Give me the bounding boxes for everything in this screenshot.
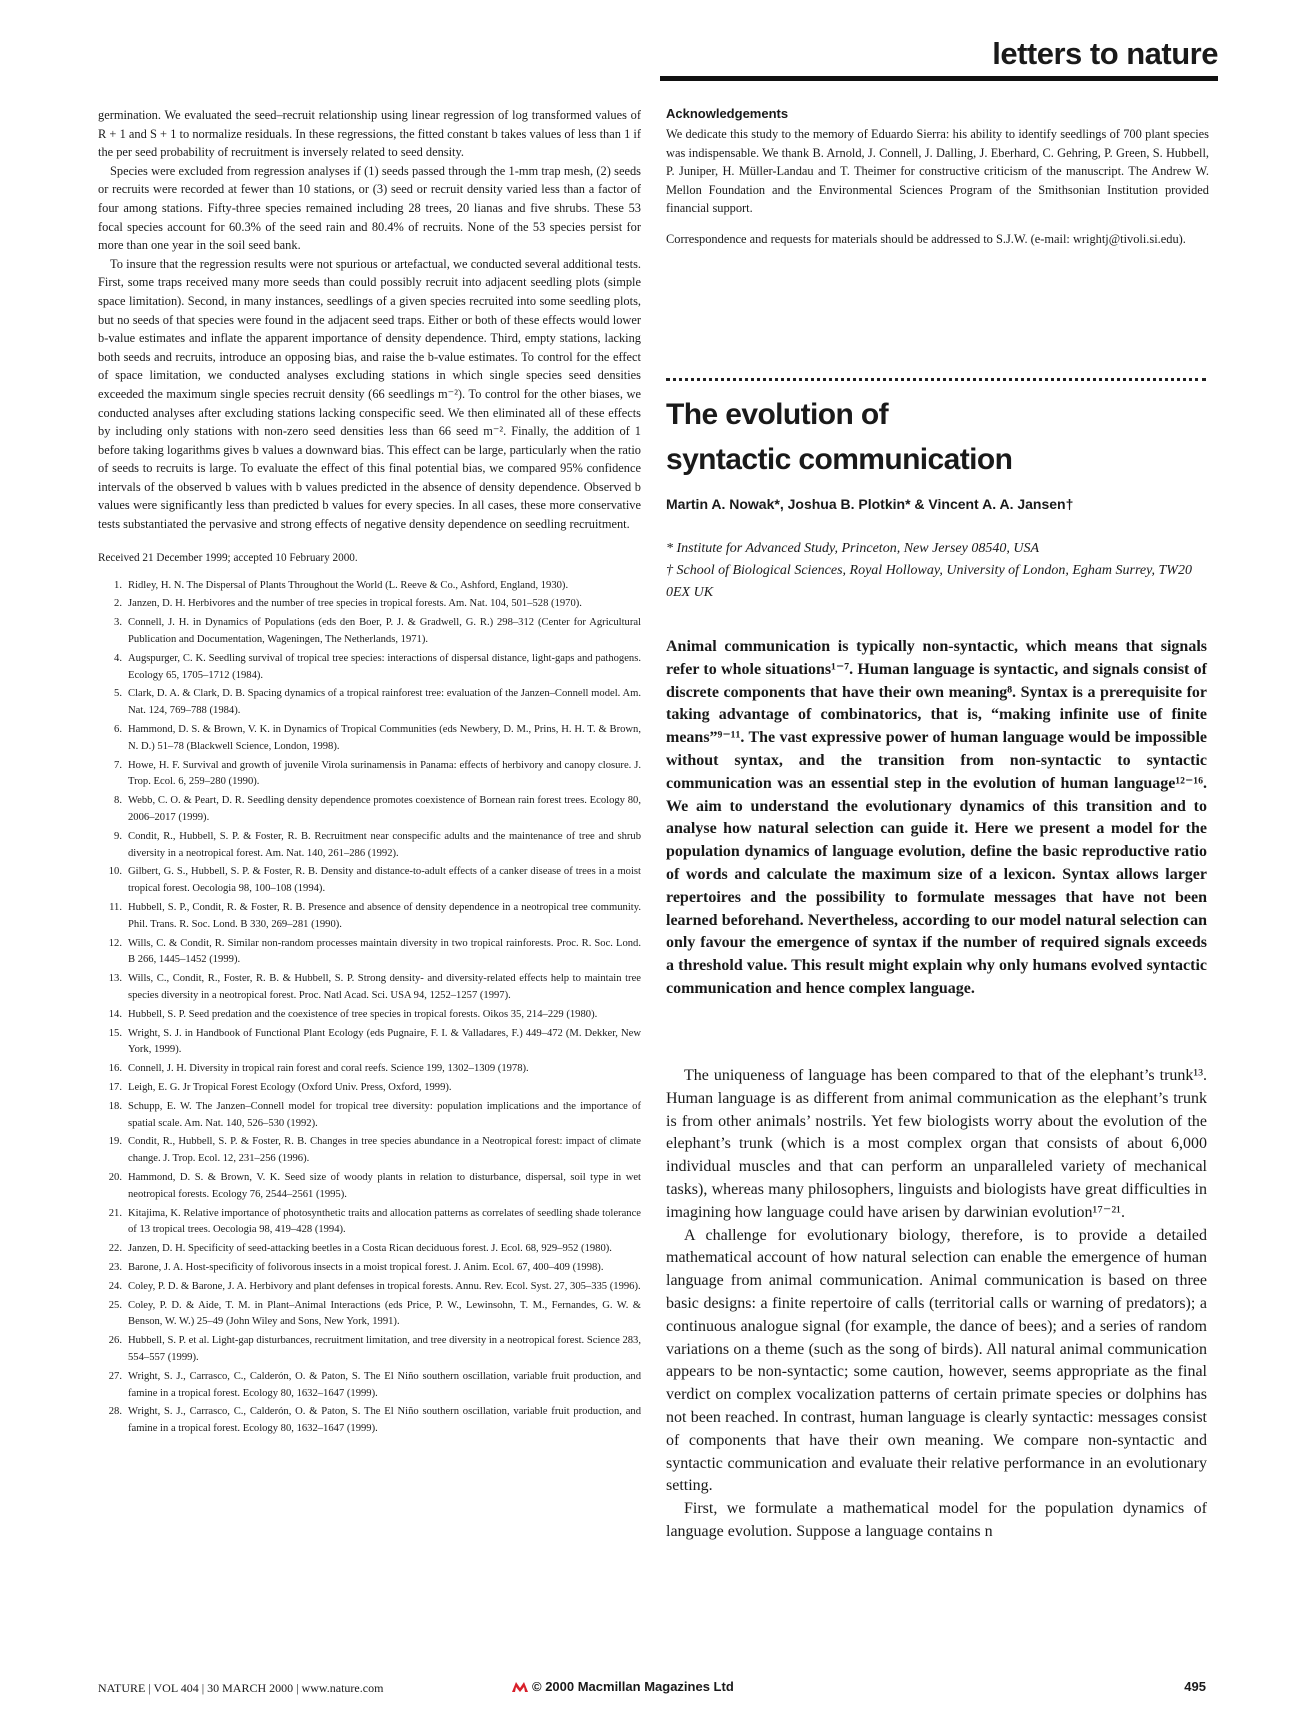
reference-number: 28. <box>108 1406 122 1418</box>
reference-number: 18. <box>108 1100 122 1112</box>
reference-text: Schupp, E. W. The Janzen–Connell model for tropical tree diversity: population implications and the importance of spatial scale. Am. Nat. 140, 526–530 (1992). <box>128 1100 641 1129</box>
copyright <box>512 1679 734 1694</box>
reference-number: 5. <box>114 688 122 700</box>
reference-number: 4. <box>114 652 122 664</box>
reference-number: 7. <box>114 759 122 771</box>
reference-item <box>98 1170 641 1204</box>
reference-number: 10. <box>108 866 122 878</box>
reference-text: Ridley, H. N. The Dispersal of Plants Throughout the World (L. Reeve & Co., Ashford, England, 1930). <box>128 579 569 591</box>
reference-number: 26. <box>108 1335 122 1347</box>
reference-item <box>98 1134 641 1168</box>
reference-number: 8. <box>114 795 122 807</box>
reference-item <box>98 1404 641 1438</box>
reference-text: Wright, S. J., Carrasco, C., Calderón, O. & Paton, S. The El Niño southern oscillation, variable fruit production, and famine in a tropical forest. Ecology 80, 1632–1647 (1999). <box>128 1370 641 1399</box>
reference-number: 17. <box>108 1081 122 1093</box>
methods-text <box>98 106 641 534</box>
reference-number: 14. <box>108 1008 122 1020</box>
reference-item <box>98 1333 641 1367</box>
reference-text: Webb, C. O. & Peart, D. R. Seedling density dependence promotes coexistence of Bornean rain forest trees. Ecology 80, 2006–2017 (1999). <box>128 795 641 824</box>
reference-text: Kitajima, K. Relative importance of photosynthetic traits and allocation patterns as correlates of seedling shade tolerance of 13 tropical trees. Oecologia 98, 419–428 (1994). <box>128 1207 641 1236</box>
reference-text: Wills, C., Condit, R., Foster, R. B. & Hubbell, S. P. Strong density- and diversity-related effects help to maintain tree species diversity in a neotropical forest. Proc. Natl Acad. Sci. USA 94, 1252–1257 (1997). <box>128 973 641 1001</box>
reference-text: Hammond, D. S. & Brown, V. K. Seed size of woody plants in relation to disturbance, dispersal, soil type in wet neotropical forests. Ecology 76, 2544–2561 (1995). <box>128 1171 641 1200</box>
reference-number: 13. <box>108 973 122 985</box>
reference-number: 11. <box>109 902 122 913</box>
copyright-text: © 2000 Macmillan Magazines Ltd <box>532 1679 734 1694</box>
reference-number: 21. <box>108 1207 122 1219</box>
affiliation: * Institute for Advanced Study, Princeton, New Jersey 08540, USA <box>666 541 1040 556</box>
reference-item <box>98 615 641 649</box>
reference-text: Coley, P. D. & Barone, J. A. Herbivory and plant defenses in tropical forests. Annu. Rev. Ecol. Syst. 27, 305–335 (1996). <box>128 1280 641 1292</box>
abstract: Animal communication is typically non-syntactic, which means that signals refer to whole situations¹⁻⁷. Human language is syntactic, and signals consist of discrete components that have their own meaning⁸. Syntax is a prerequisite for taking advantage of combinatorics, that is, “making infinite use of finite means”⁹⁻¹¹. The vast expressive power of human language would be impossible without syntax, and the transition from non-syntactic to syntactic communication was an essential step in the evolution of human language¹²⁻¹⁶. We aim to understand the evolutionary dynamics of this transition and to analyse how natural selection can guide it. Here we present a model for the population dynamics of language evolution, define the basic reproductive ratio of words and calculate the maximum size of a lexicon. Syntax allows larger repertoires and the possibility to formulate messages that have not been learned beforehand. Nevertheless, according to our model natural selection can only favour the emergence of syntax if the number of required signals exceeds a threshold value. This result might explain why only humans evolved syntactic communication and hence complex language. <box>666 638 1207 997</box>
reference-number: 1. <box>114 579 122 591</box>
reference-number: 15. <box>108 1027 122 1039</box>
article-title <box>666 392 1206 482</box>
reference-item <box>98 1279 641 1296</box>
reference-text: Howe, H. F. Survival and growth of juvenile Virola surinamensis in Panama: effects of herbivory and canopy closure. J. Trop. Ecol. 6, 259–280 (1990). <box>128 759 641 788</box>
reference-number: 24. <box>108 1280 122 1292</box>
reference-text: Barone, J. A. Host-specificity of folivorous insects in a moist tropical forest. J. Anim. Ecol. 67, 400–409 (1998). <box>128 1261 604 1273</box>
reference-number: 25. <box>108 1299 122 1311</box>
reference-item <box>98 651 641 685</box>
reference-item <box>98 1260 641 1277</box>
reference-item <box>98 1369 641 1403</box>
reference-text: Augspurger, C. K. Seedling survival of tropical tree species: interactions of dispersal distance, light-gaps and pathogens. Ecology 65, 1705–1712 (1984). <box>128 652 641 681</box>
reference-item <box>98 1099 641 1133</box>
article-divider <box>666 378 1206 381</box>
reference-text: Coley, P. D. & Aide, T. M. in Plant–Animal Interactions (eds Price, P. W., Lewinsohn, T. M., Fernandes, G. W. & Benson, W. W.) 25–49 (John Wiley and Sons, New York, 1991). <box>128 1299 641 1328</box>
right-column <box>666 106 1209 249</box>
reference-number: 20. <box>108 1171 122 1183</box>
header-rule <box>660 76 1218 81</box>
reference-list <box>98 578 641 1438</box>
affiliations <box>666 538 1206 604</box>
reference-text: Condit, R., Hubbell, S. P. & Foster, R. B. Changes in tree species abundance in a Neotropical forest: impact of climate change. J. Trop. Ecol. 12, 231–256 (1996). <box>128 1136 641 1165</box>
reference-text: Wills, C. & Condit, R. Similar non-random processes maintain diversity in two tropical rainforests. Proc. R. Soc. Lond. B 266, 1445–1452 (1999). <box>128 937 641 966</box>
reference-text: Janzen, D. H. Specificity of seed-attacking beetles in a Costa Rican deciduous forest. J. Ecol. 68, 929–952 (1980). <box>128 1243 612 1255</box>
reference-item <box>98 793 641 827</box>
reference-number: 12. <box>108 937 122 949</box>
body-paragraph: The uniqueness of language has been compared to that of the elephant’s trunk¹³. Human language is as different from animal communication as the elephant’s trunk is from other animals’ nostrils. Yet few biologists worry about the evolution of the elephant’s trunk (which is a most complex organ that consists of about 6,000 individual muscles and that can perform an unparalleled variety of mechanical tasks), whereas many philosophers, linguists and biologists have great difficulties in imagining how language could have arisen by darwinian evolution¹⁷⁻²¹. <box>666 1067 1207 1221</box>
reference-item <box>98 1206 641 1240</box>
reference-item <box>98 1241 641 1258</box>
acknowledgements-text: We dedicate this study to the memory of Eduardo Sierra: his ability to identify seedlings of 700 plant species was indispensable. We thank B. Arnold, J. Connell, J. Dalling, J. Eberhard, C. Gehring, P. Green, S. Hubbell, P. Juniper, H. Müller-Landau and T. Theimer for constructive criticism of the manuscript. The Andrew W. Mellon Foundation and the Environmental Sciences Program of the Smithsonian Institution provided financial support. <box>666 127 1209 216</box>
macmillan-logo-icon <box>512 1680 528 1692</box>
reference-item <box>98 596 641 613</box>
reference-item <box>98 829 641 863</box>
reference-number: 16. <box>108 1063 122 1075</box>
reference-item <box>98 686 641 720</box>
reference-text: Hubbell, S. P., Condit, R. & Foster, R. B. Presence and absence of density dependence in a neotropical tree community. Phil. Trans. R. Soc. Lond. B 330, 269–281 (1990). <box>128 902 641 930</box>
article-body <box>666 1065 1207 1544</box>
author-list: Martin A. Nowak*, Joshua B. Plotkin* & Vincent A. A. Jansen† <box>666 496 1074 512</box>
reference-item <box>98 1298 641 1332</box>
reference-text: Gilbert, G. S., Hubbell, S. P. & Foster, R. B. Density and distance-to-adult effects of a canker disease of trees in a moist tropical forest. Oecologia 98, 100–108 (1994). <box>128 866 641 895</box>
article-title-line: syntactic communication <box>666 443 1013 476</box>
reference-text: Wright, S. J. in Handbook of Functional Plant Ecology (eds Pugnaire, F. I. & Valladares, F.) 449–472 (M. Dekker, New York, 1999). <box>128 1027 641 1056</box>
reference-text: Clark, D. A. & Clark, D. B. Spacing dynamics of a tropical rainforest tree: evaluation of the Janzen–Connell model. Am. Nat. 124, 769–788 (1984). <box>128 688 641 717</box>
reference-number: 2. <box>114 598 122 610</box>
reference-item <box>98 1007 641 1024</box>
reference-text: Hubbell, S. P. et al. Light-gap disturbances, recruitment limitation, and tree diversity in a neotropical forest. Science 283, 554–557 (1999). <box>128 1335 641 1363</box>
reference-item <box>98 1080 641 1097</box>
reference-text: Hubbell, S. P. Seed predation and the coexistence of tree species in tropical forests. Oikos 35, 214–229 (1980). <box>128 1008 598 1020</box>
affiliation: † School of Biological Sciences, Royal Holloway, University of London, Egham Surrey, TW20 0EX UK <box>666 563 1192 600</box>
correspondence-text: Correspondence and requests for materials should be addressed to S.J.W. (e-mail: wrightj@tivoli.si.edu). <box>666 231 1186 246</box>
methods-paragraph: Species were excluded from regression analyses if (1) seeds passed through the 1-mm trap mesh, (2) seeds or recruits were recorded at fewer than 10 stations, or (3) seed or recruit density varied less than a factor of four among stations. Fifty-three species remained including 28 trees, 20 lianas and five shrubs. These 53 focal species account for 60.3% of the seed rain and 80.4% of recruits. None of the 53 species persist for more than one year in the soil seed bank. <box>98 163 641 253</box>
reference-text: Janzen, D. H. Herbivores and the number of tree species in tropical forests. Am. Nat. 104, 501–528 (1970). <box>128 598 582 610</box>
reference-item <box>98 758 641 792</box>
reference-number: 22. <box>108 1243 122 1255</box>
reference-number: 19. <box>108 1136 122 1148</box>
reference-item <box>98 900 641 934</box>
reference-item <box>98 936 641 970</box>
body-paragraph: A challenge for evolutionary biology, therefore, is to provide a detailed mathematical account of how natural selection can enable the emergence of human language from animal communication. Animal communication is based on three basic designs: a finite repertoire of calls (territorial calls or warning of predators); a continuous analogue signal (for example, the dance of bees); and a series of random variations on a theme (such as the song of birds). All natural animal communication appears to be non-syntactic; some caution, however, seems appropriate as the final verdict on complex vocalization patterns of certain primate species or dolphins has not been reached. In contrast, human language is clearly syntactic: messages consist of components that have their own meaning. We compare non-syntactic and syntactic communication and evaluate their relative performance in an evolutionary setting. <box>666 1226 1207 1495</box>
article-title-line: The evolution of <box>666 398 889 431</box>
reference-item <box>98 722 641 756</box>
reference-text: Hammond, D. S. & Brown, V. K. in Dynamics of Tropical Communities (eds Newbery, D. M., Prins, H. H. T. & Brown, N. D.) 51–78 (Blackwell Science, London, 1998). <box>128 724 641 752</box>
reference-item <box>98 578 641 595</box>
journal-citation: NATURE | VOL 404 | 30 MARCH 2000 | www.nature.com <box>98 1681 384 1695</box>
methods-paragraph: To insure that the regression results were not spurious or artefactual, we conducted several additional tests. First, some traps received many more seeds than could possibly recruit into adjacent seedling plots (simple space limitation). Second, in many instances, seedlings of a given species recruited into some seedling plots, but no seeds of that species were found in the adjacent seed traps. Either or both of these effects would lower b-value estimates and inflate the apparent importance of density dependence. Third, empty stations, lacking both seeds and recruits, introduce an opposing bias, and raise the b-value estimates. To control for the effect of space limitation, we conducted analyses excluding stations in which single species seed densities exceeded the maximum single species recruit density (66 seedlings m⁻²). To control for the other biases, we conducted analyses after excluding stations lacking conspecific seed. We then eliminated all of these effects by including only stations with non-zero seed densities less than 66 seed m⁻². Finally, the addition of 1 before taking logarithms gives b values a downward bias. This effect can be large, particularly when the ratio of seeds to recruits is large. To evaluate the effect of this final potential bias, we compared 95% confidence intervals of the observed b values with b values predicted in the absence of density dependence. Observed b values were significantly less than predicted b values for every species. In all cases, these more conservative tests substantiated the pervasive and strong effects of negative density dependence on seedling recruitment. <box>98 256 641 532</box>
reference-number: 23. <box>108 1261 122 1273</box>
reference-item <box>98 1026 641 1060</box>
reference-text: Leigh, E. G. Jr Tropical Forest Ecology (Oxford Univ. Press, Oxford, 1999). <box>128 1081 452 1093</box>
reference-number: 6. <box>114 724 122 736</box>
reference-item <box>98 1061 641 1078</box>
reference-number: 9. <box>114 830 122 842</box>
reference-number: 27. <box>108 1370 122 1382</box>
acknowledgements-heading: Acknowledgements <box>666 106 789 121</box>
reference-item <box>98 864 641 898</box>
section-header: letters to nature <box>992 36 1218 71</box>
left-column <box>98 106 641 1440</box>
received-date: Received 21 December 1999; accepted 10 February 2000. <box>98 551 358 564</box>
reference-text: Condit, R., Hubbell, S. P. & Foster, R. B. Recruitment near conspecific adults and the maintenance of tree and shrub diversity in a neotropical forest. Am. Nat. 140, 261–286 (1992). <box>128 830 641 859</box>
reference-text: Connell, J. H. in Dynamics of Populations (eds den Boer, P. J. & Gradwell, G. R.) 298–312 (Center for Agricultural Publication and Documentation, Wageningen, The Netherlands, 1971). <box>128 617 641 646</box>
methods-paragraph: germination. We evaluated the seed–recruit relationship using linear regression of log transformed values of R + 1 and S + 1 to normalize residuals. In these regressions, the fitted constant b takes values of less than 1 if the per seed probability of recruitment is inversely related to seed density. <box>98 108 641 160</box>
page-number: 495 <box>1184 1679 1206 1694</box>
reference-text: Connell, J. H. Diversity in tropical rain forest and coral reefs. Science 199, 1302–1309 (1978). <box>128 1063 529 1075</box>
body-paragraph: First, we formulate a mathematical model for the population dynamics of language evolution. Suppose a language contains n <box>666 1500 1207 1540</box>
reference-item <box>98 971 641 1005</box>
reference-text: Wright, S. J., Carrasco, C., Calderón, O. & Paton, S. The El Niño southern oscillation, variable fruit production, and famine in a tropical forest. Ecology 80, 1632–1647 (1999). <box>128 1406 641 1435</box>
reference-number: 3. <box>114 617 122 629</box>
